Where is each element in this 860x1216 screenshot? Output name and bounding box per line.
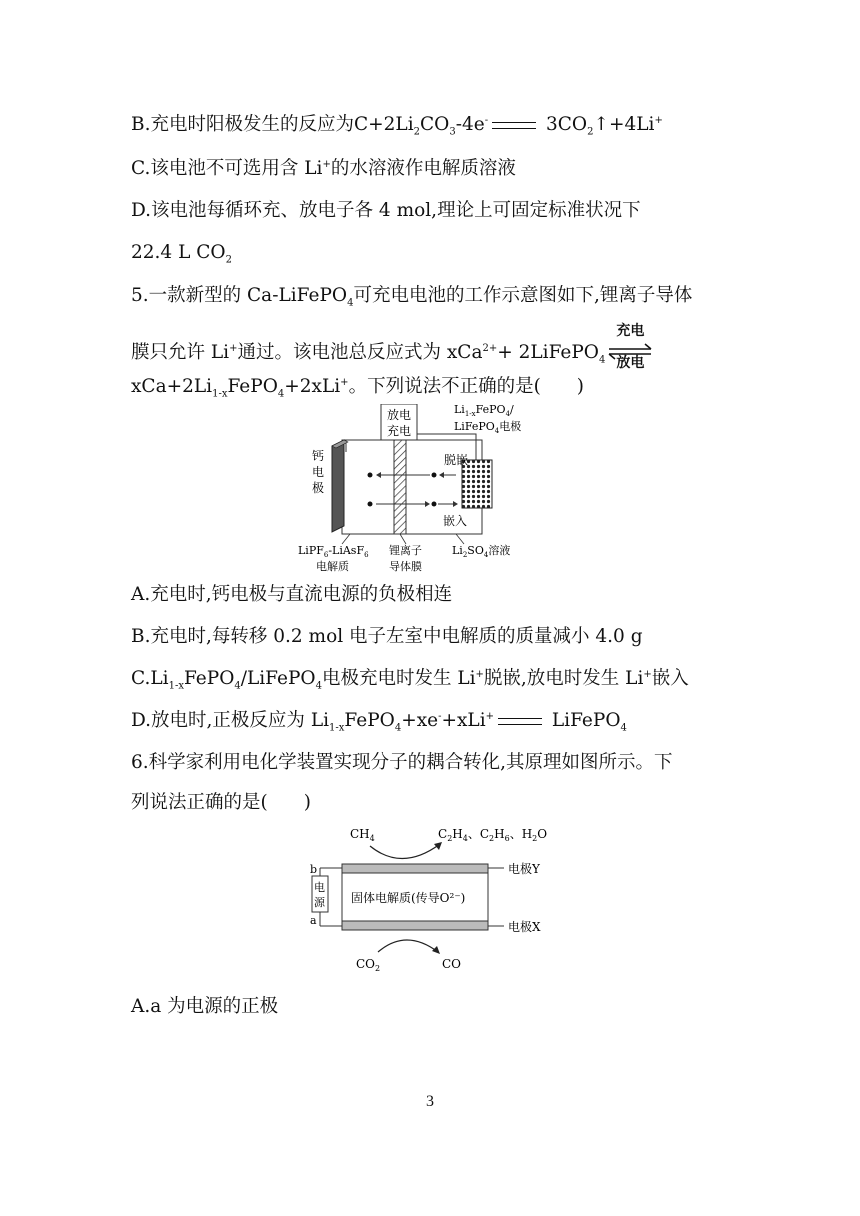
svg-text:CH4: $CH_4$ (350, 827, 375, 843)
electrode-y (342, 864, 488, 873)
q5-option-d: D.放电时,正极反应为 $Li_{1-x}FePO_4+xe^-+xLi^+$ LiFePO$_4$ (131, 710, 627, 734)
electrode-x (342, 921, 488, 930)
battery-diagram (296, 404, 526, 574)
q5-option-a: A.充电时,钙电极与直流电源的负极相连 (131, 584, 453, 605)
membrane (394, 440, 406, 534)
equals-arrow (492, 122, 536, 129)
svg-text:极: 极 (312, 481, 325, 495)
svg-text:C2H4、C2H6、H2O: $C_2H_4$、$C_2H_6$、$H_2O$ (438, 827, 548, 843)
svg-text:导体膜: 导体膜 (389, 560, 422, 573)
svg-text:CO2: $CO_2$ (356, 957, 381, 973)
reversible-arrow: 充电 放电 (607, 340, 653, 366)
svg-text:电: 电 (314, 881, 325, 894)
svg-text:电极Y: 电极Y (508, 862, 540, 876)
option-b-line: B.充电时阳极发生的反应为$C+2Li_2CO_3-4e^-$ $3CO_2↑+4Li^+$ (131, 114, 663, 138)
svg-text:锂离子: 锂离子 (389, 544, 422, 557)
equals-arrow (498, 718, 542, 725)
q5-option-b: B.充电时,每转移 0.2 mol 电子左室中电解质的质量减小 4.0 g (131, 626, 643, 647)
option-d-line: D.该电池每循环充、放电子各 4 mol,理论上可固定标准状况下 (131, 200, 641, 221)
question-6-line-1: 6.科学家利用电化学装置实现分子的耦合转化,其原理如图所示。下 (131, 752, 673, 773)
svg-text:Li1-xFePO4/: $Li_{1-x}FePO_4/$ (454, 404, 514, 418)
svg-text:嵌入: 嵌入 (443, 514, 468, 528)
option-c-line: C.该电池不可选用含 Li+的水溶液作电解质溶液 (131, 158, 516, 179)
svg-text:充电: 充电 (386, 424, 412, 438)
q6-option-a: A.a 为电源的正极 (131, 996, 279, 1017)
svg-text:脱嵌: 脱嵌 (444, 453, 469, 467)
question-5-line-1: 5.一款新型的 Ca-LiFePO$_4$可充电电池的工作示意图如下,锂离子导体 (131, 285, 693, 309)
question-5-line-2: 膜只允许 Li+通过。该电池总反应式为 xCa$^{2+}$+ 2LiFePO$_4$ 充电 放电 (131, 340, 760, 366)
svg-text:源: 源 (314, 896, 325, 909)
question-6-line-2: 列说法正确的是( ) (131, 792, 311, 813)
svg-text:CO: CO (442, 957, 462, 971)
calcium-electrode (332, 440, 344, 532)
svg-text:电解质: 电解质 (316, 560, 349, 573)
q5-option-c: $C.Li_{1-x}FePO_4/LiFePO_4$电极充电时发生 Li+脱嵌,放电时发生 Li+嵌入 (131, 668, 689, 692)
svg-text:电极X: 电极X (508, 920, 541, 934)
svg-text:电: 电 (312, 465, 325, 479)
lifepo4-electrode (462, 460, 492, 508)
page-number: 3 (426, 1093, 434, 1110)
svg-text:钙: 钙 (312, 449, 325, 463)
coupling-diagram (306, 820, 566, 982)
svg-text:Li2SO4溶液: $Li_2SO_4$溶液 (452, 544, 511, 559)
svg-text:固体电解质(传导O²⁻): 固体电解质(传导O²⁻) (351, 891, 466, 905)
svg-text:b: b (310, 863, 318, 876)
svg-text:a: a (310, 914, 317, 927)
svg-text:LiFePO4电极: LiFePO$_4$电极 (454, 420, 522, 435)
question-5-line-3: $xCa+2Li_{1-x}FePO_4+2xLi^+$。下列说法不正确的是( ) (131, 376, 584, 400)
svg-text:LiPF6-LiAsF6: LiPF$_6$-LiAsF$_6$ (298, 544, 369, 559)
option-d-line-2: 22.4 L $CO_2$ (131, 242, 232, 266)
svg-text:放电: 放电 (386, 408, 412, 422)
